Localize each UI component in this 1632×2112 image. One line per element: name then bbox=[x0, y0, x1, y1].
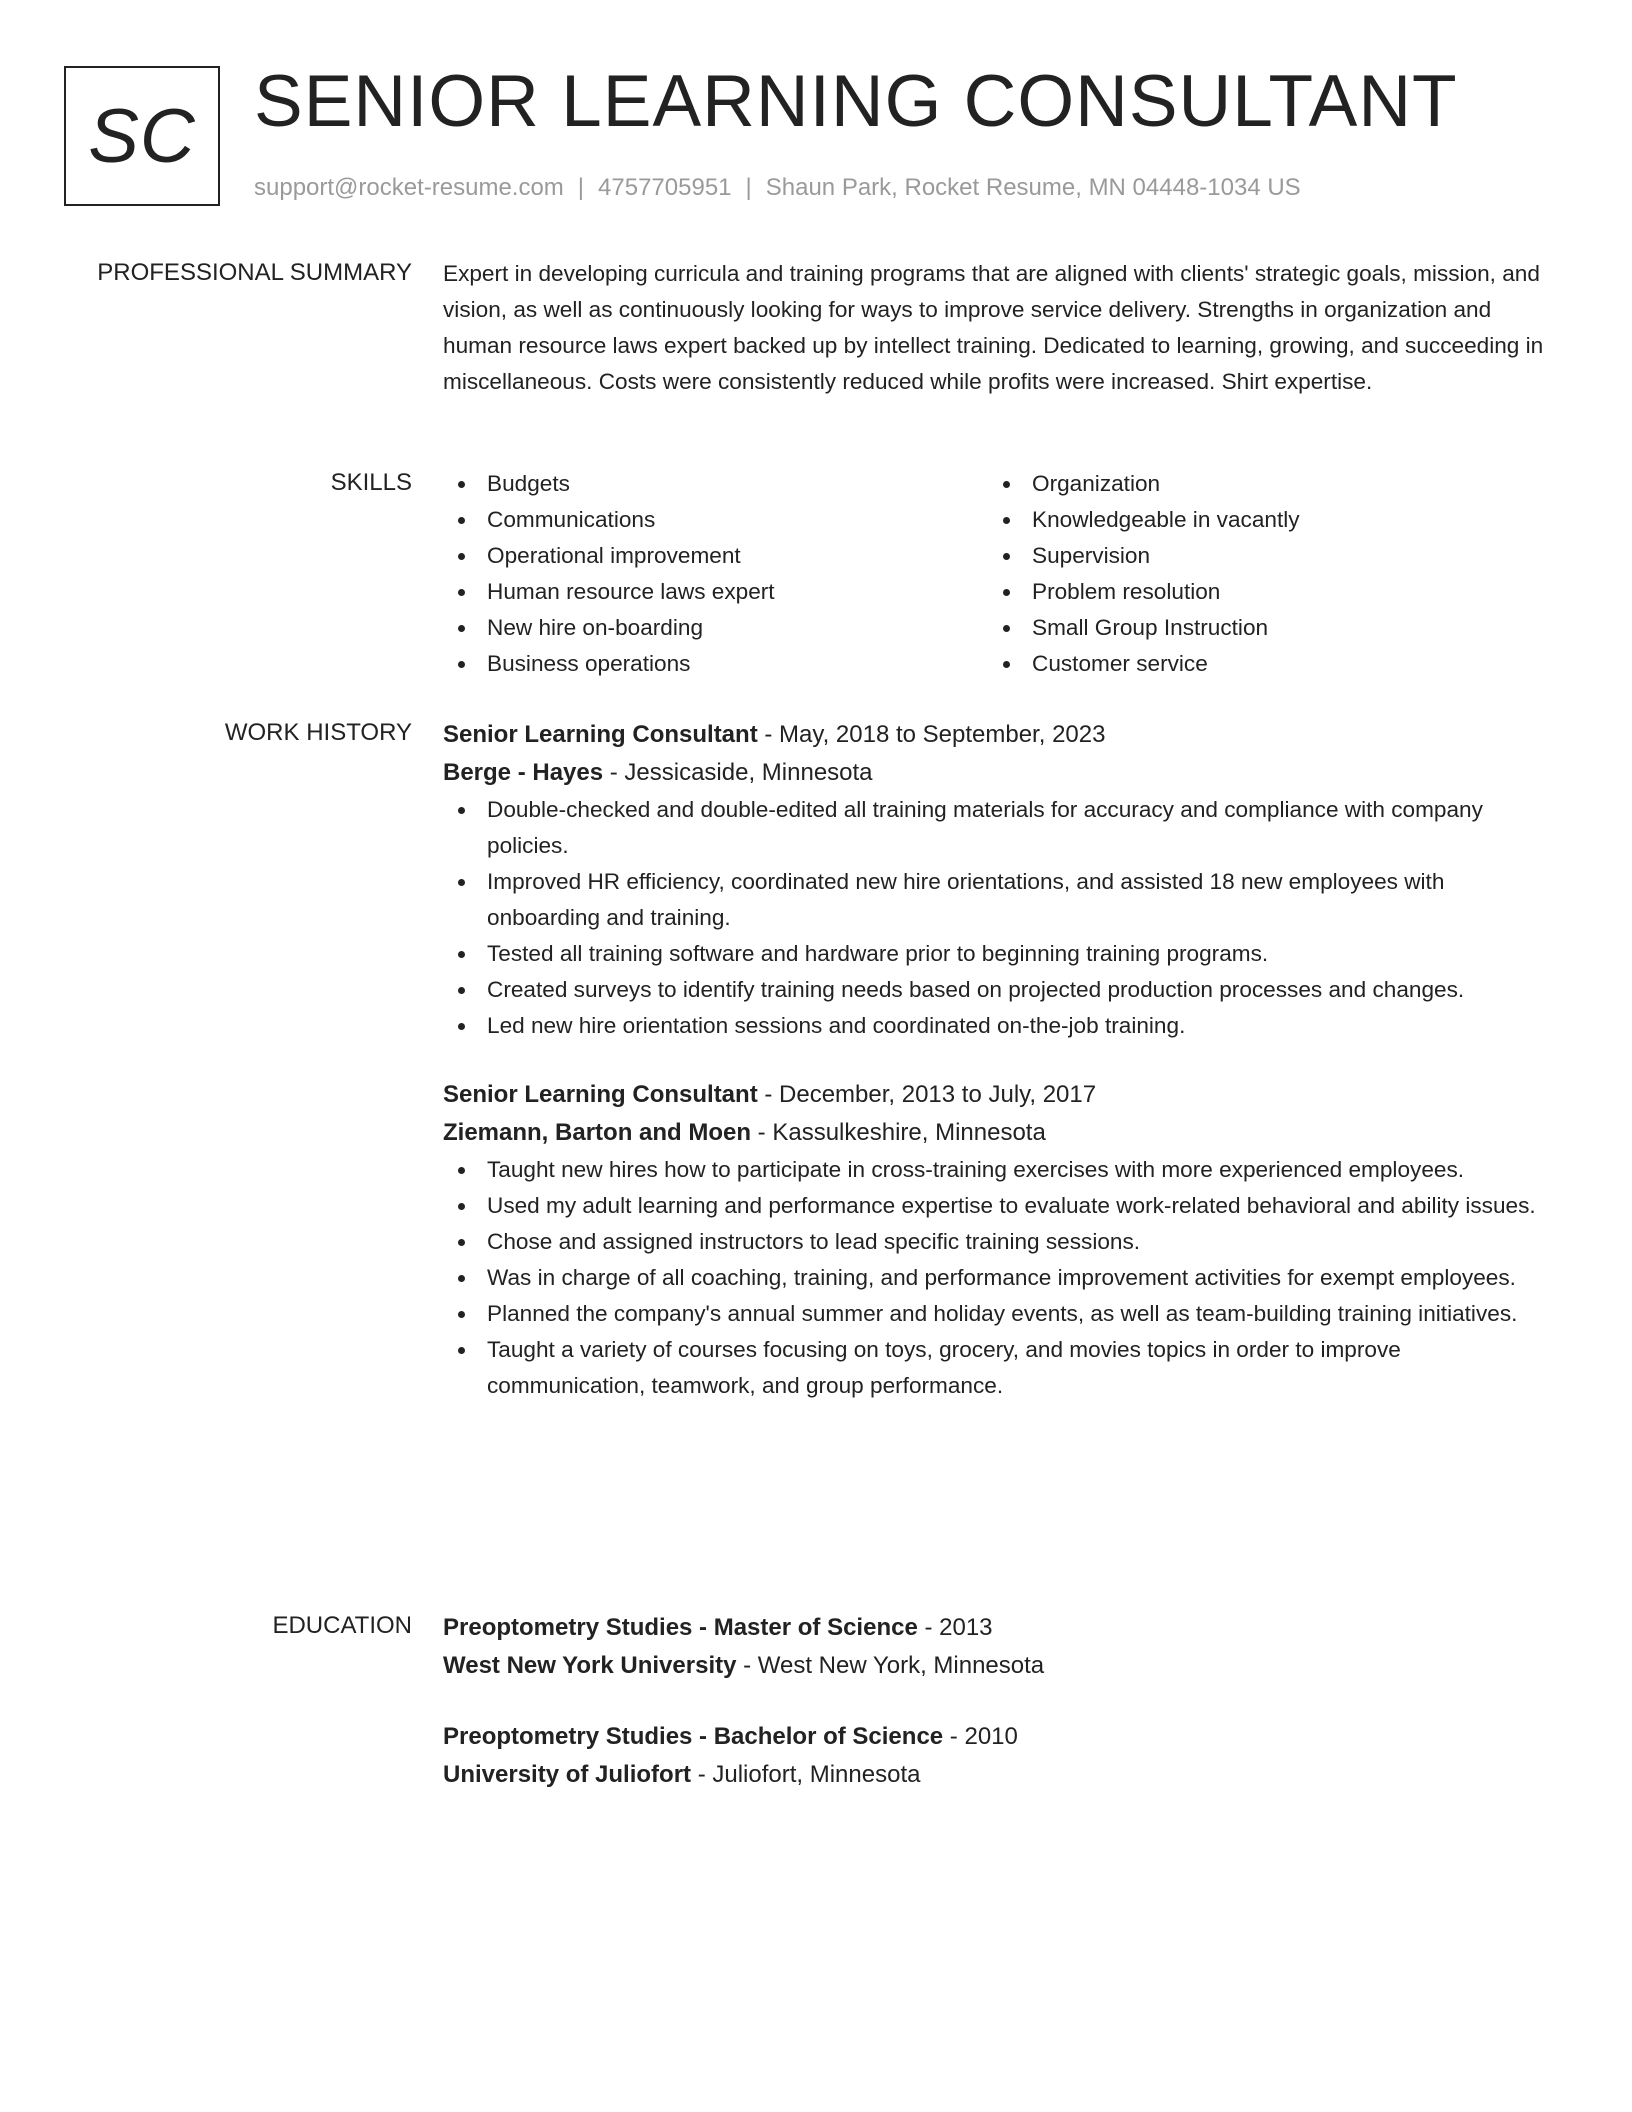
job-title: Senior Learning Consultant bbox=[443, 721, 758, 748]
job-bullet: Improved HR efficiency, coordinated new hire orientations, and assisted 18 new employees with onboarding and training. bbox=[443, 864, 1555, 936]
education-location: - Juliofort, Minnesota bbox=[691, 1761, 921, 1788]
skill-item: Human resource laws expert bbox=[443, 574, 988, 610]
skill-item: Operational improvement bbox=[443, 538, 988, 574]
skill-item: Budgets bbox=[443, 466, 988, 502]
skill-item: Communications bbox=[443, 502, 988, 538]
skills-list-left bbox=[443, 466, 988, 682]
education-degree-line bbox=[443, 1609, 1555, 1647]
education-degree-line bbox=[443, 1718, 1555, 1756]
contact-address: Shaun Park, Rocket Resume, MN 04448-1034 US bbox=[765, 174, 1301, 201]
resume-title: SENIOR LEARNING CONSULTANT bbox=[254, 61, 1458, 142]
job-bullet: Double-checked and double-edited all training materials for accuracy and compliance with company policies. bbox=[443, 792, 1555, 864]
skills-grid bbox=[443, 466, 1555, 682]
skill-item: Customer service bbox=[988, 646, 1533, 682]
section-label-education: EDUCATION bbox=[272, 1612, 412, 1639]
education-school-line bbox=[443, 1756, 1555, 1794]
skills-list-right bbox=[988, 466, 1533, 682]
skill-item: Organization bbox=[988, 466, 1533, 502]
job-company-line bbox=[443, 754, 1555, 792]
job-title-line bbox=[443, 1076, 1555, 1114]
job-dates: - May, 2018 to September, 2023 bbox=[757, 721, 1106, 748]
job-title: Senior Learning Consultant bbox=[443, 1081, 758, 1108]
section-label-work: WORK HISTORY bbox=[224, 719, 412, 746]
job-bullet: Was in charge of all coaching, training, and performance improvement activities for exempt employees. bbox=[443, 1260, 1555, 1296]
summary-body bbox=[443, 256, 1555, 400]
education-location: - West New York, Minnesota bbox=[736, 1652, 1045, 1679]
job-bullet: Used my adult learning and performance expertise to evaluate work-related behavioral and ability issues. bbox=[443, 1188, 1555, 1224]
education-entry bbox=[443, 1609, 1555, 1685]
contact-separator: | bbox=[577, 174, 585, 201]
education-school-line bbox=[443, 1647, 1555, 1685]
skill-item: New hire on-boarding bbox=[443, 610, 988, 646]
job-bullet-list bbox=[443, 1152, 1555, 1404]
job-bullet-list bbox=[443, 792, 1555, 1044]
contact-phone[interactable]: 4757705951 bbox=[598, 174, 732, 201]
education-school: West New York University bbox=[443, 1652, 737, 1679]
contact-separator: | bbox=[745, 174, 752, 201]
contact-line bbox=[254, 172, 1301, 204]
education-degree: Preoptometry Studies - Master of Science bbox=[443, 1614, 918, 1641]
job-bullet: Taught new hires how to participate in cross-training exercises with more experienced employees. bbox=[443, 1152, 1555, 1188]
summary-text: Expert in developing curricula and training programs that are aligned with clients' strategic goals, mission, and vision, as well as continuously looking for ways to improve service delivery. Strengths in organization and human resource laws expert backed up by intellect training. Dedicated to learning, growing, and succeeding in miscellaneous. Costs were consistently reduced while profits were increased. Shirt expertise. bbox=[443, 261, 1544, 394]
education-body bbox=[443, 1609, 1555, 1794]
skill-item: Supervision bbox=[988, 538, 1533, 574]
monogram-initials: SC bbox=[88, 93, 196, 179]
job-bullet: Planned the company's annual summer and holiday events, as well as team-building training initiatives. bbox=[443, 1296, 1555, 1332]
section-label-summary: PROFESSIONAL SUMMARY bbox=[97, 259, 412, 286]
job-bullet: Tested all training software and hardware prior to beginning training programs. bbox=[443, 936, 1555, 972]
skill-item: Small Group Instruction bbox=[988, 610, 1533, 646]
job-title-line bbox=[443, 716, 1555, 754]
education-entry bbox=[443, 1718, 1555, 1794]
job-entry bbox=[443, 1076, 1555, 1404]
job-company-line bbox=[443, 1114, 1555, 1152]
skill-item: Business operations bbox=[443, 646, 988, 682]
job-bullet: Chose and assigned instructors to lead specific training sessions. bbox=[443, 1224, 1555, 1260]
job-bullet: Led new hire orientation sessions and coordinated on-the-job training. bbox=[443, 1008, 1555, 1044]
job-bullet: Taught a variety of courses focusing on toys, grocery, and movies topics in order to improve communication, teamwork, and group performance. bbox=[443, 1332, 1555, 1404]
job-location: - Kassulkeshire, Minnesota bbox=[751, 1119, 1046, 1146]
work-history-body bbox=[443, 716, 1555, 1404]
skill-item: Problem resolution bbox=[988, 574, 1533, 610]
job-bullet: Created surveys to identify training needs based on projected production processes and changes. bbox=[443, 972, 1555, 1008]
job-company: Berge - Hayes bbox=[443, 759, 604, 786]
skill-item: Knowledgeable in vacantly bbox=[988, 502, 1533, 538]
education-school: University of Juliofort bbox=[443, 1761, 692, 1788]
education-year: - 2013 bbox=[917, 1614, 993, 1641]
job-company: Ziemann, Barton and Moen bbox=[443, 1119, 752, 1146]
job-entry bbox=[443, 716, 1555, 1044]
job-dates: - December, 2013 to July, 2017 bbox=[757, 1081, 1097, 1108]
job-location: - Jessicaside, Minnesota bbox=[603, 759, 873, 786]
education-degree: Preoptometry Studies - Bachelor of Science bbox=[443, 1723, 944, 1750]
contact-email[interactable]: support@rocket-resume.com bbox=[254, 174, 564, 201]
monogram-box bbox=[64, 66, 220, 206]
education-year: - 2010 bbox=[943, 1723, 1018, 1750]
section-label-skills: SKILLS bbox=[330, 469, 412, 496]
